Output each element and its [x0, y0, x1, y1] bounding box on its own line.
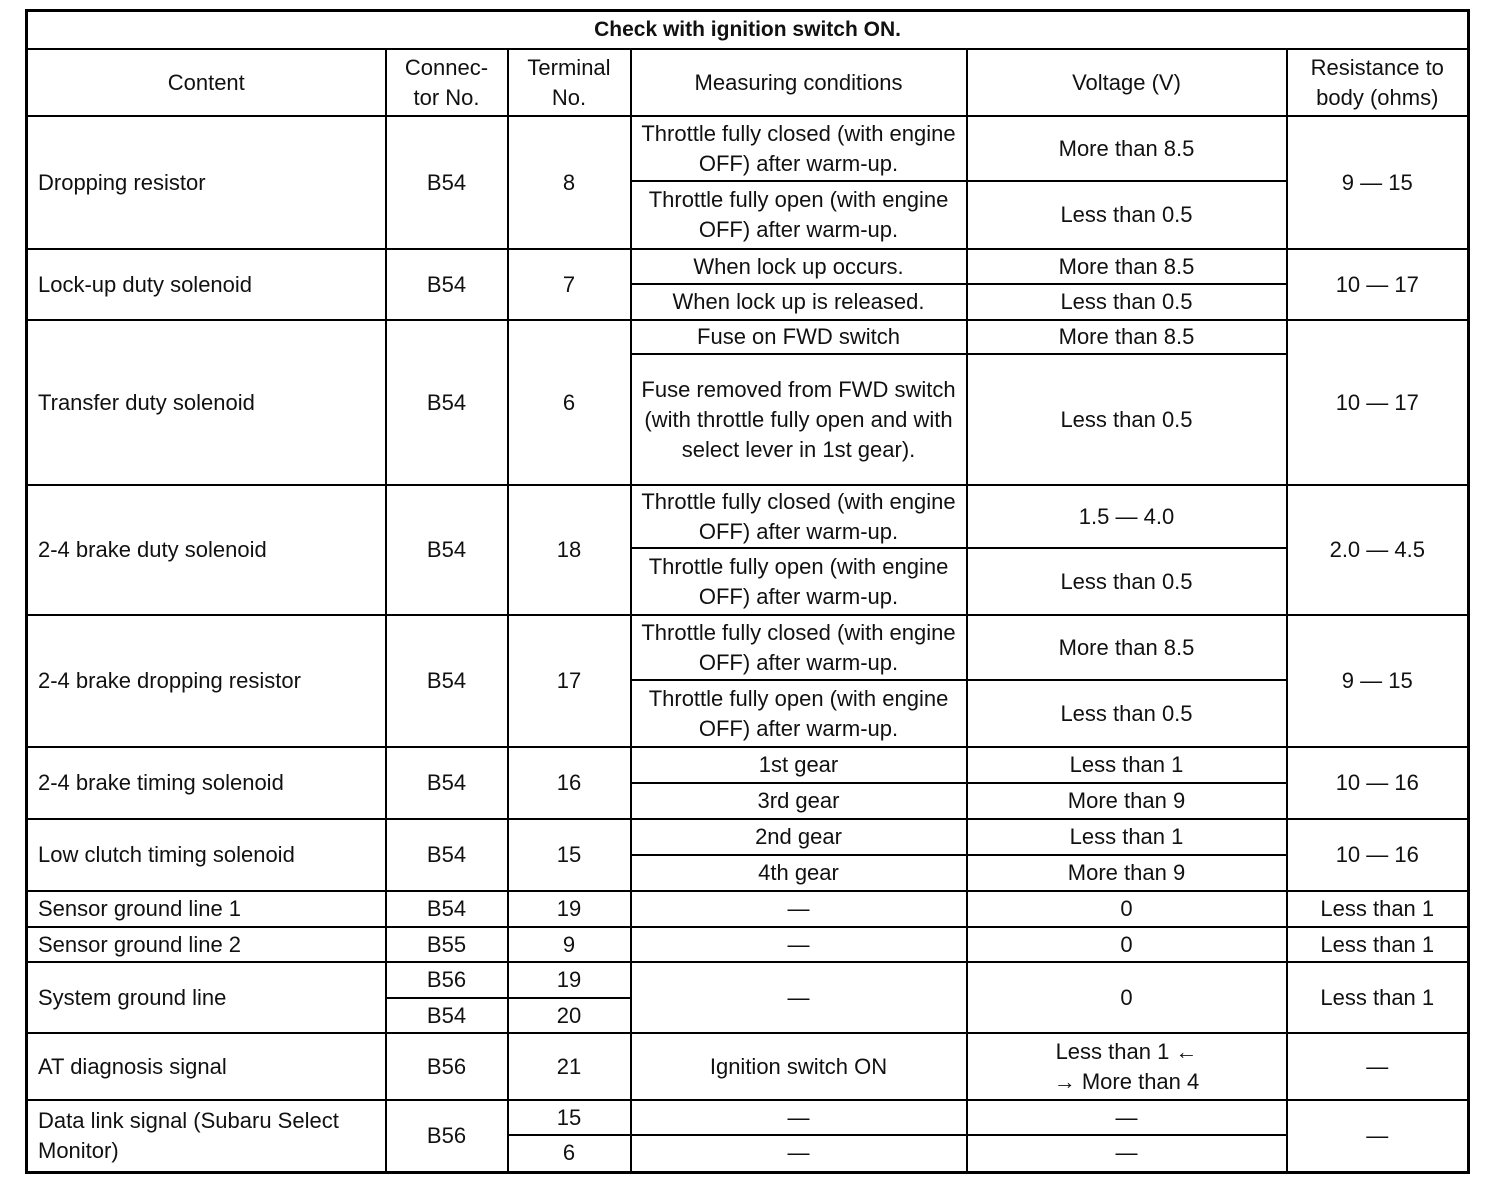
- measuring-cell: Throttle fully open (with engine OFF) after warm-up.: [631, 680, 967, 747]
- voltage-cell: More than 9: [967, 783, 1287, 819]
- table-row: [27, 320, 1469, 354]
- terminal-cell: 15: [508, 1100, 631, 1135]
- connector-cell: B54: [386, 320, 508, 485]
- voltage-cell: Less than 0.5: [967, 181, 1287, 249]
- voltage-cell: Less than 1: [967, 747, 1287, 783]
- terminal-cell: 8: [508, 116, 631, 249]
- content-cell: Data link signal (Subaru Select Monitor): [27, 1100, 386, 1172]
- voltage-cell: Less than 0.5: [967, 354, 1287, 485]
- header-terminal: Terminal No.: [508, 49, 631, 116]
- terminal-cell: 20: [508, 998, 631, 1033]
- connector-cell: B54: [386, 485, 508, 615]
- content-cell: Dropping resistor: [27, 116, 386, 249]
- table-row: [27, 116, 1469, 181]
- measuring-cell: When lock up occurs.: [631, 249, 967, 284]
- terminal-cell: 17: [508, 615, 631, 747]
- measuring-cell: When lock up is released.: [631, 284, 967, 320]
- terminal-cell: 16: [508, 747, 631, 819]
- resistance-cell: 10 — 16: [1287, 747, 1469, 819]
- header-connector: Connec- tor No.: [386, 49, 508, 116]
- resistance-cell: —: [1287, 1100, 1469, 1172]
- resistance-cell: —: [1287, 1033, 1469, 1100]
- voltage-cell: Less than 0.5: [967, 680, 1287, 747]
- resistance-cell: 10 — 17: [1287, 249, 1469, 320]
- terminal-cell: 9: [508, 927, 631, 962]
- voltage-cell: Less than 0.5: [967, 548, 1287, 615]
- resistance-cell: Less than 1: [1287, 927, 1469, 962]
- measuring-cell: —: [631, 1135, 967, 1172]
- resistance-cell: 2.0 — 4.5: [1287, 485, 1469, 615]
- resistance-cell: Less than 1: [1287, 962, 1469, 1033]
- measuring-cell: 1st gear: [631, 747, 967, 783]
- voltage-cell: More than 9: [967, 855, 1287, 891]
- measuring-cell: —: [631, 891, 967, 927]
- table-row: [27, 891, 1469, 927]
- resistance-cell: 9 — 15: [1287, 615, 1469, 747]
- terminal-cell: 19: [508, 962, 631, 998]
- table-row: [27, 962, 1469, 998]
- connector-cell: B54: [386, 615, 508, 747]
- content-cell: Low clutch timing solenoid: [27, 819, 386, 891]
- voltage-cell: Less than 0.5: [967, 284, 1287, 320]
- measuring-cell: 2nd gear: [631, 819, 967, 855]
- content-cell: Transfer duty solenoid: [27, 320, 386, 485]
- voltage-cell: Less than 1: [967, 819, 1287, 855]
- voltage-cell: More than 8.5: [967, 320, 1287, 354]
- connector-cell: B56: [386, 1100, 508, 1172]
- measuring-cell: Ignition switch ON: [631, 1033, 967, 1100]
- header-voltage: Voltage (V): [967, 49, 1287, 116]
- content-cell: 2-4 brake dropping resistor: [27, 615, 386, 747]
- connector-cell: B54: [386, 249, 508, 320]
- measuring-cell: —: [631, 927, 967, 962]
- measuring-cell: 4th gear: [631, 855, 967, 891]
- terminal-cell: 21: [508, 1033, 631, 1100]
- table-row: [27, 485, 1469, 548]
- table-row: [27, 249, 1469, 284]
- connector-cell: B54: [386, 819, 508, 891]
- measuring-cell: Throttle fully closed (with engine OFF) after warm-up.: [631, 116, 967, 181]
- voltage-cell: More than 8.5: [967, 249, 1287, 284]
- voltage-cell: —: [967, 1135, 1287, 1172]
- connector-cell: B56: [386, 1033, 508, 1100]
- resistance-cell: Less than 1: [1287, 891, 1469, 927]
- measuring-cell: Throttle fully open (with engine OFF) after warm-up.: [631, 548, 967, 615]
- connector-cell: B54: [386, 891, 508, 927]
- measuring-cell: —: [631, 1100, 967, 1135]
- table-row: [27, 747, 1469, 783]
- content-cell: 2-4 brake duty solenoid: [27, 485, 386, 615]
- terminal-cell: 19: [508, 891, 631, 927]
- ignition-check-table: [25, 9, 1470, 1174]
- voltage-cell: 0: [967, 891, 1287, 927]
- terminal-cell: 6: [508, 1135, 631, 1172]
- connector-cell: B54: [386, 747, 508, 819]
- connector-cell: B55: [386, 927, 508, 962]
- measuring-cell: 3rd gear: [631, 783, 967, 819]
- content-cell: Sensor ground line 2: [27, 927, 386, 962]
- terminal-cell: 15: [508, 819, 631, 891]
- voltage-cell: More than 8.5: [967, 615, 1287, 680]
- resistance-cell: 10 — 16: [1287, 819, 1469, 891]
- terminal-cell: 18: [508, 485, 631, 615]
- header-content: Content: [27, 49, 386, 116]
- voltage-cell: —: [967, 1100, 1287, 1135]
- measuring-cell: Throttle fully closed (with engine OFF) after warm-up.: [631, 485, 967, 548]
- measuring-cell: Fuse removed from FWD switch (with throttle fully open and with select lever in 1st gear).: [631, 354, 967, 485]
- header-resistance: Resistance to body (ohms): [1287, 49, 1469, 116]
- resistance-cell: 9 — 15: [1287, 116, 1469, 249]
- voltage-cell: 1.5 — 4.0: [967, 485, 1287, 548]
- terminal-cell: 7: [508, 249, 631, 320]
- content-cell: AT diagnosis signal: [27, 1033, 386, 1100]
- connector-cell: B54: [386, 998, 508, 1033]
- connector-cell: B54: [386, 116, 508, 249]
- terminal-cell: 6: [508, 320, 631, 485]
- resistance-cell: 10 — 17: [1287, 320, 1469, 485]
- table-row: [27, 615, 1469, 680]
- voltage-cell: 0: [967, 962, 1287, 1033]
- measuring-cell: —: [631, 962, 967, 1033]
- content-cell: Lock-up duty solenoid: [27, 249, 386, 320]
- content-cell: Sensor ground line 1: [27, 891, 386, 927]
- header-measuring: Measuring conditions: [631, 49, 967, 116]
- table-row: [27, 1033, 1469, 1100]
- content-cell: 2-4 brake timing solenoid: [27, 747, 386, 819]
- content-cell: System ground line: [27, 962, 386, 1033]
- voltage-cell: More than 8.5: [967, 116, 1287, 181]
- measuring-cell: Throttle fully closed (with engine OFF) after warm-up.: [631, 615, 967, 680]
- voltage-cell: 0: [967, 927, 1287, 962]
- measuring-cell: Fuse on FWD switch: [631, 320, 967, 354]
- table-title: Check with ignition switch ON.: [27, 11, 1469, 50]
- table-row: [27, 927, 1469, 962]
- connector-cell: B56: [386, 962, 508, 998]
- measuring-cell: Throttle fully open (with engine OFF) after warm-up.: [631, 181, 967, 249]
- voltage-cell: Less than 1 ← → More than 4: [967, 1033, 1287, 1100]
- table-row: [27, 819, 1469, 855]
- table-row: [27, 1100, 1469, 1135]
